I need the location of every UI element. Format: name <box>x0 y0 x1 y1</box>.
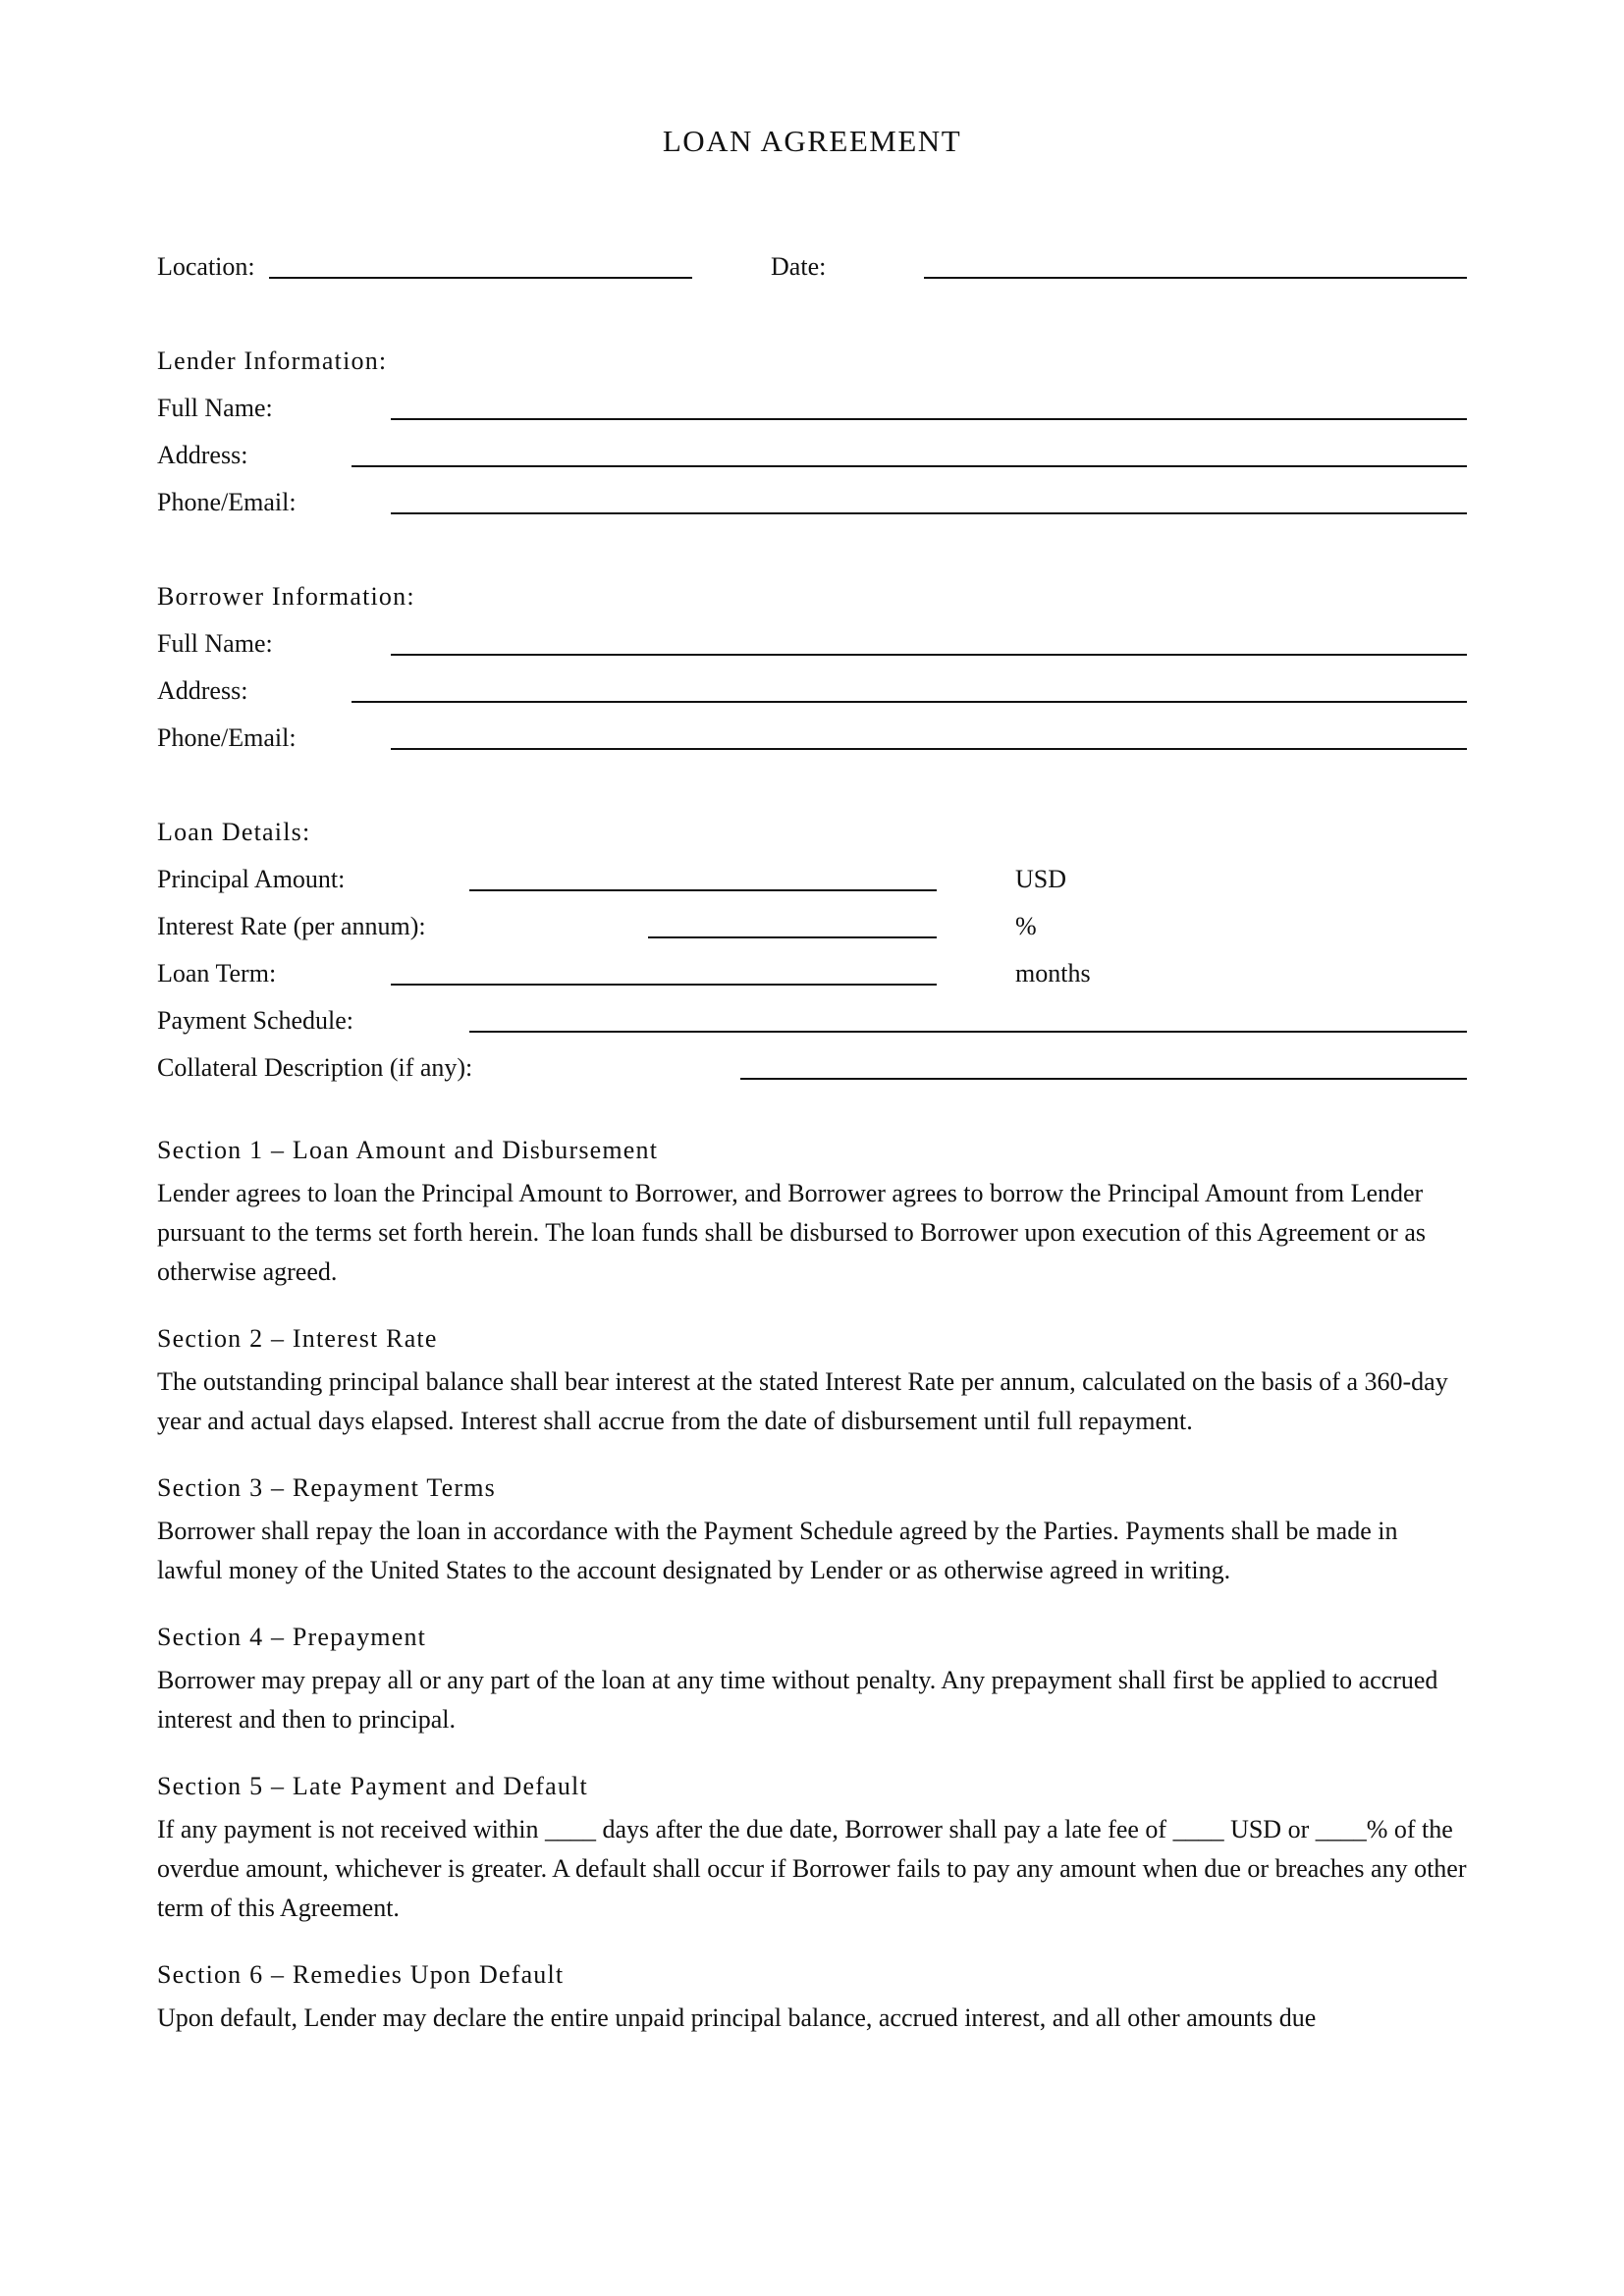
lender-contact-label: Phone/Email: <box>157 488 297 516</box>
section-5-body: If any payment is not received within ____ days after the due date, Borrower shall pay a late fee of ____ USD or ____% of the overdue amount, whichever is greater. A default shall occur if Borrower fails to pay any amount when due or breaches any other term of this Agreement. <box>157 1815 1467 1922</box>
principal-row <box>157 856 1467 903</box>
location-date-row <box>157 243 1467 291</box>
lender-contact-row <box>157 479 1467 526</box>
document-title: LOAN AGREEMENT <box>662 124 962 158</box>
section-4-body: Borrower may prepay all or any part of the loan at any time without penalty. Any prepayment shall first be applied to accrued interest and then to principal. <box>157 1666 1438 1734</box>
date-field[interactable] <box>924 277 1467 279</box>
interest-row <box>157 903 1467 950</box>
borrower-name-label: Full Name: <box>157 629 273 658</box>
lender-address-field[interactable] <box>352 465 1467 467</box>
lender-address-label: Address: <box>157 441 248 469</box>
section-3-title: Section 3 – Repayment Terms <box>157 1473 496 1502</box>
term-label: Loan Term: <box>157 959 277 988</box>
interest-field[interactable] <box>648 936 937 938</box>
interest-unit: % <box>1015 912 1037 940</box>
borrower-name-row <box>157 620 1467 667</box>
section-2-body: The outstanding principal balance shall bear interest at the stated Interest Rate per annum, calculated on the basis of a 360-day year and actual days elapsed. Interest shall accrue from the date of disbursement until full repayment. <box>157 1367 1448 1435</box>
lender-name-row <box>157 385 1467 432</box>
borrower-contact-row <box>157 715 1467 762</box>
schedule-field[interactable] <box>469 1031 1467 1033</box>
borrower-name-field[interactable] <box>391 654 1467 656</box>
location-label: Location: <box>157 252 255 281</box>
collateral-field[interactable] <box>740 1078 1467 1080</box>
lender-name-field[interactable] <box>391 418 1467 420</box>
lender-name-label: Full Name: <box>157 394 273 422</box>
section-1-title: Section 1 – Loan Amount and Disbursement <box>157 1136 659 1164</box>
collateral-row <box>157 1044 1467 1092</box>
borrower-address-field[interactable] <box>352 701 1467 703</box>
lender-contact-field[interactable] <box>391 512 1467 514</box>
sections <box>157 1127 1467 2038</box>
section-5-title: Section 5 – Late Payment and Default <box>157 1772 588 1800</box>
borrower-contact-label: Phone/Email: <box>157 723 297 752</box>
loan-details-heading: Loan Details: <box>157 818 311 846</box>
section-4-title: Section 4 – Prepayment <box>157 1623 427 1651</box>
section-6-title: Section 6 – Remedies Upon Default <box>157 1960 565 1989</box>
section-3-body: Borrower shall repay the loan in accordance with the Payment Schedule agreed by the Parties. Payments shall be made in lawful money of the United States to the account designated by Lender or as otherwise agreed in writing. <box>157 1517 1398 1584</box>
borrower-heading: Borrower Information: <box>157 582 415 611</box>
location-field[interactable] <box>269 277 692 279</box>
interest-label: Interest Rate (per annum): <box>157 912 426 940</box>
date-label: Date: <box>771 252 827 281</box>
section-2-title: Section 2 – Interest Rate <box>157 1324 438 1353</box>
principal-field[interactable] <box>469 889 937 891</box>
principal-unit: USD <box>1015 865 1067 893</box>
term-unit: months <box>1015 959 1091 988</box>
section-1-body: Lender agrees to loan the Principal Amount to Borrower, and Borrower agrees to borrow the Principal Amount from Lender pursuant to the terms set forth herein. The loan funds shall be disbursed to Borrower upon execution of this Agreement or as otherwise agreed. <box>157 1179 1427 1286</box>
schedule-row <box>157 997 1467 1044</box>
lender-address-row <box>157 432 1467 479</box>
lender-heading: Lender Information: <box>157 347 388 375</box>
borrower-address-label: Address: <box>157 676 248 705</box>
principal-label: Principal Amount: <box>157 865 346 893</box>
collateral-label: Collateral Description (if any): <box>157 1053 473 1082</box>
schedule-label: Payment Schedule: <box>157 1006 354 1035</box>
term-field[interactable] <box>391 984 937 986</box>
term-row <box>157 950 1467 997</box>
section-6-body: Upon default, Lender may declare the entire unpaid principal balance, accrued interest, and all other amounts due <box>157 2003 1317 2032</box>
borrower-address-row <box>157 667 1467 715</box>
borrower-contact-field[interactable] <box>391 748 1467 750</box>
